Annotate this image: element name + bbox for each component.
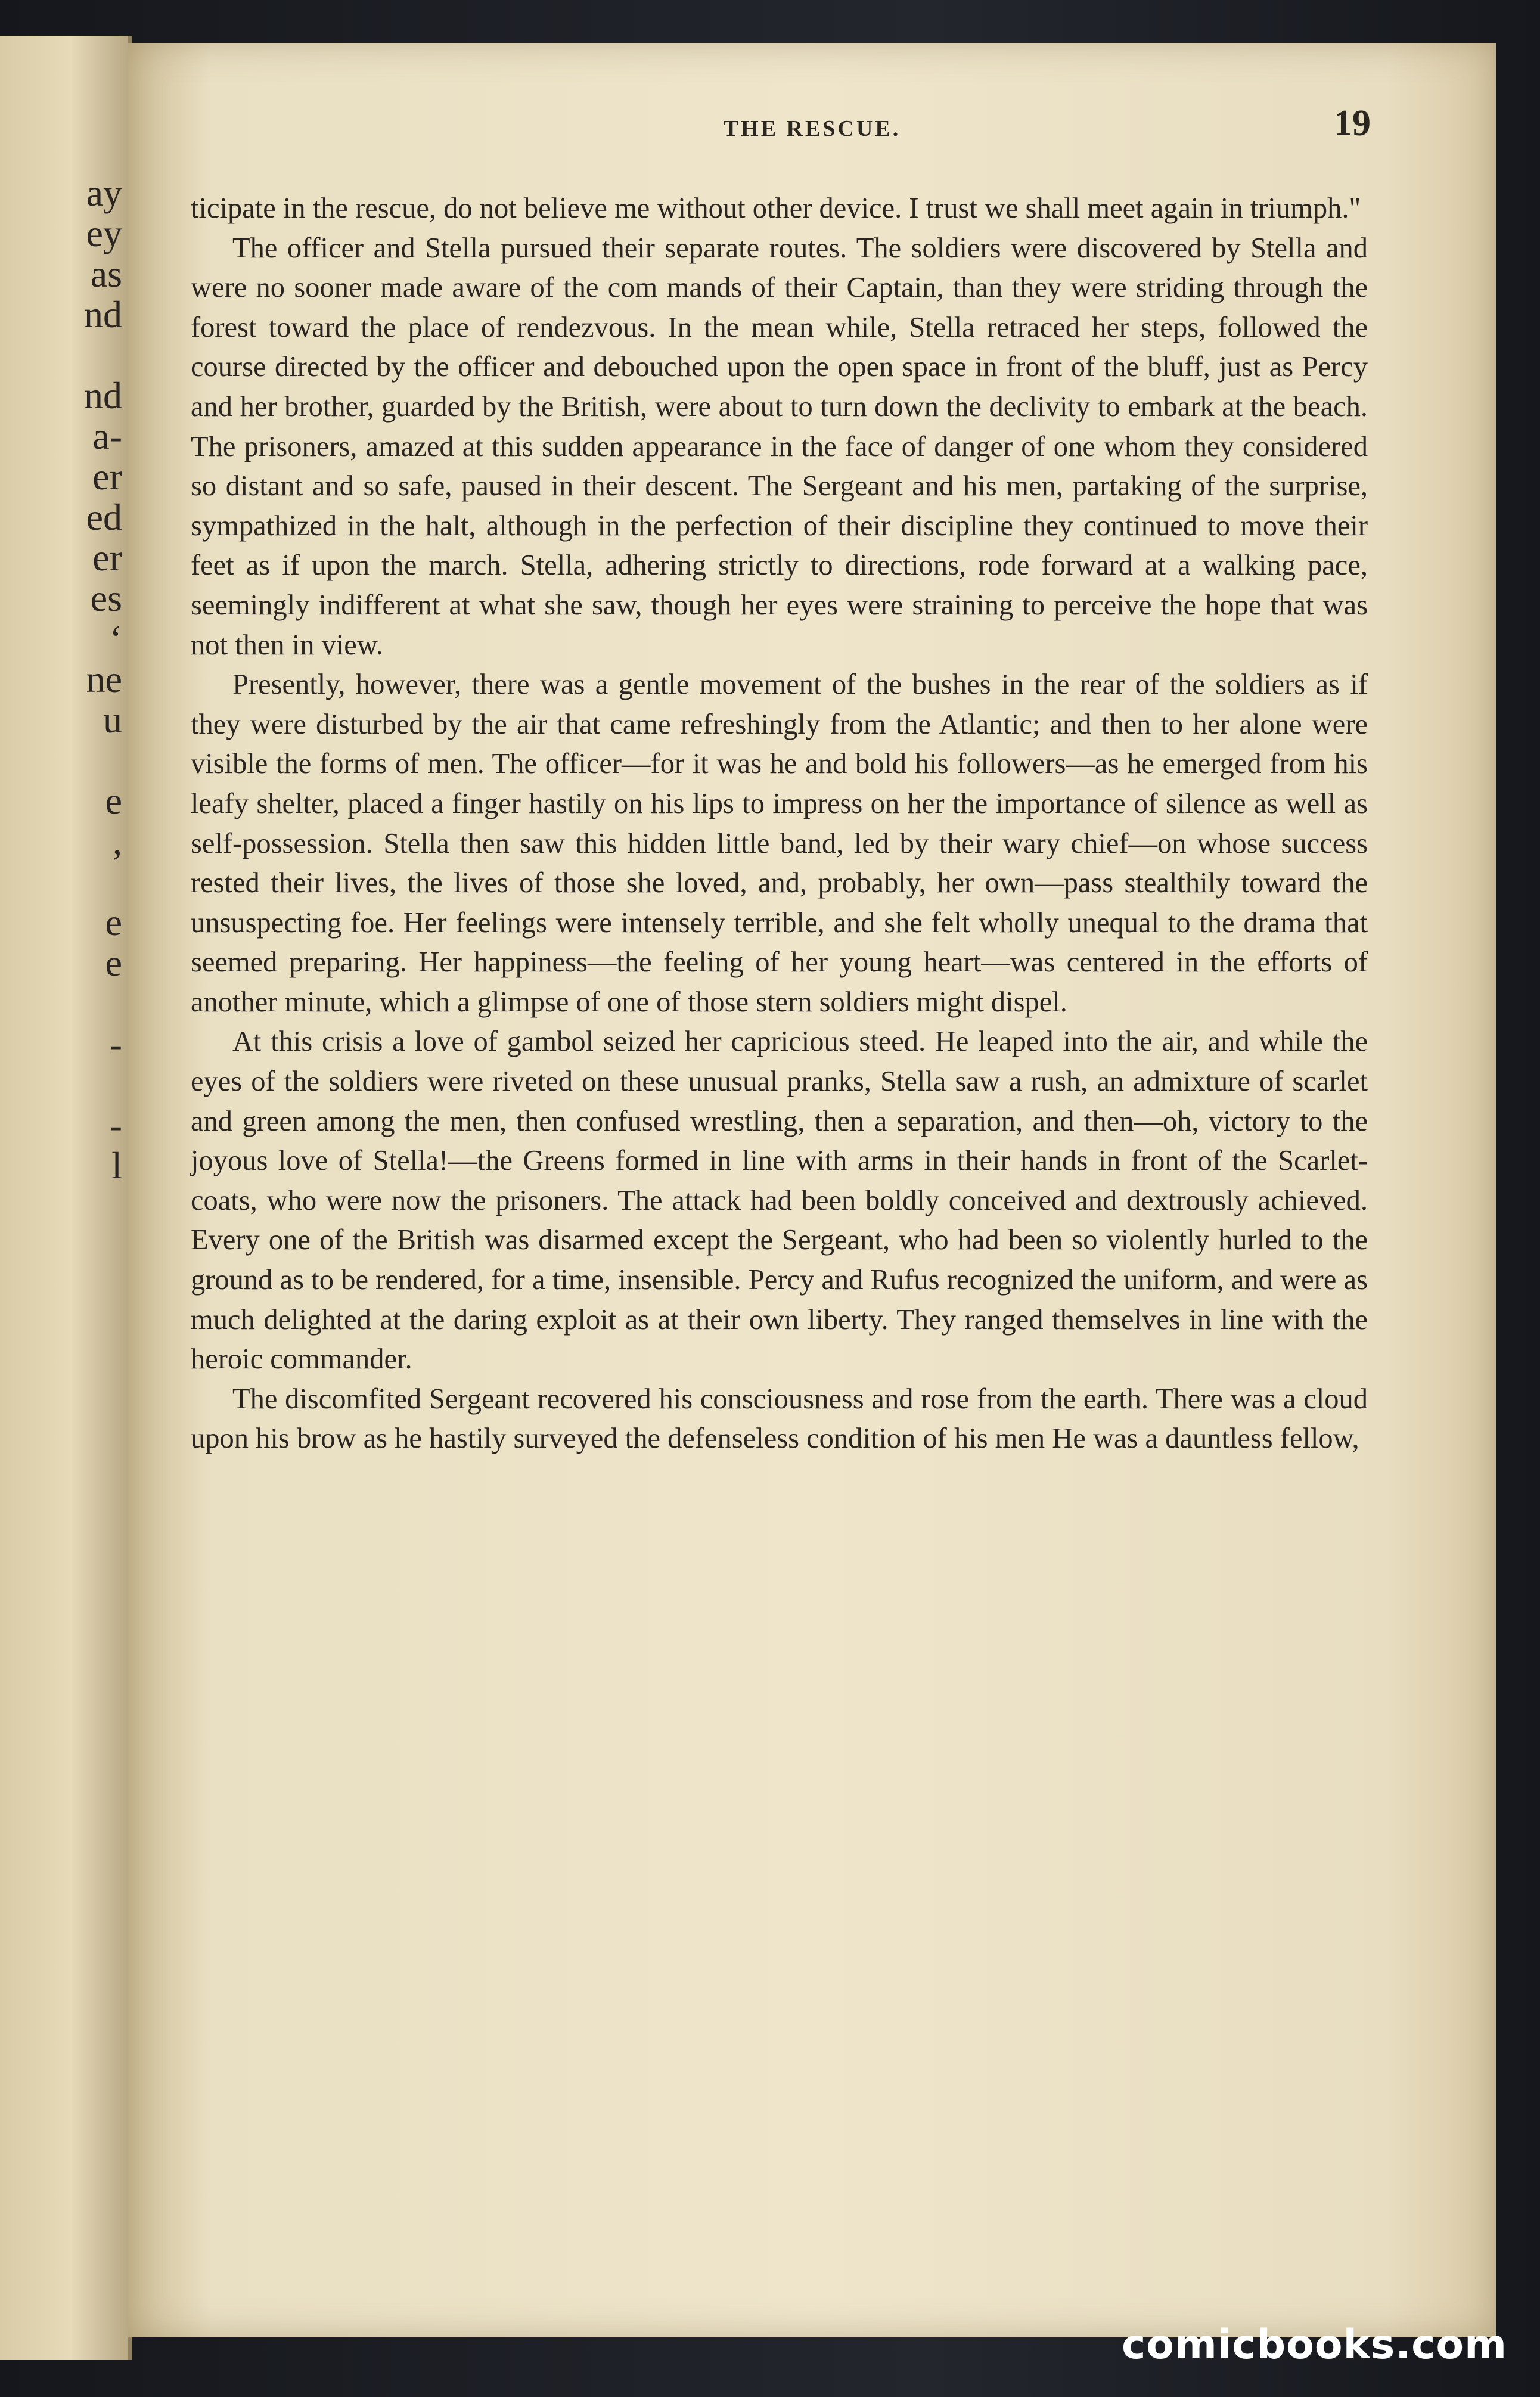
left-fragment: es xyxy=(90,577,122,619)
paragraph-3: Presently, however, there was a gentle movement of the bushes in the rear of the soldiers as if they were disturbed by the air that came refreshingly from the Atlantic; and then to her alone were visible the forms of men. The officer—for it was he and bold his followers—as he emerged from his leafy shelter, placed a finger hastily on his lips to impress on her the importance of silence as well as self-possession. Stella then saw this hidden little band, led by their wary chief—on whose success rested their lives, the lives of those she loved, and, probably, her own—pass stealthily toward the unsuspecting foe. Her feelings were intensely terrible, and she felt wholly unequal to the drama that seemed preparing. Her happiness—the feeling of her young heart—was centered in the efforts of another minute, which a glimpse of one of those stern soldiers might dispel. xyxy=(191,669,1368,1018)
paragraph-5: The discomfited Sergeant recovered his consciousness and rose from the earth. There was a cloud upon his brow as he hastily surveyed the defenseless condition of his men He was a dauntless fellow, xyxy=(191,1383,1368,1455)
left-fragment: u xyxy=(103,698,122,741)
left-fragment xyxy=(0,983,122,1024)
paragraph-2: The officer and Stella pursued their separate routes. The soldiers were discovered by Stella and were no sooner made aware of the com mands of their Captain, than they were striding through the forest toward the place of rendezvous. In the mean while, Stella retraced her steps, followed the course directed by the officer and debouched upon the open space in front of the bluff, just as Percy and her brother, guarded by the British, were about to turn down the declivity to embark at the beach. The prisoners, amazed at this sudden appearance in the face of danger of one whom they considered so distant and so safe, paused in their descent. The Sergeant and his men, partaking of the surprise, sympathized in the halt, although in the perfection of their discipline they continued to move their feet as if upon the march. Stella, adhering strictly to directions, rode forward at a walking pace, seemingly indifferent at what she saw, though her eyes were straining to perceive the hope that was not then in view. xyxy=(191,232,1368,661)
left-fragment: e xyxy=(105,780,122,822)
left-fragment xyxy=(0,335,122,375)
left-page-edge xyxy=(0,36,132,2360)
left-fragment: ed xyxy=(86,496,122,538)
left-fragment: , xyxy=(113,820,122,862)
left-fragment: e xyxy=(105,942,122,984)
left-fragment: er xyxy=(92,536,122,579)
running-head: THE RESCUE. xyxy=(723,116,901,141)
left-fragment xyxy=(0,862,122,902)
left-fragment: er xyxy=(92,455,122,498)
left-fragment: ne xyxy=(86,658,122,700)
page-number: 19 xyxy=(1334,103,1371,144)
body-text xyxy=(191,189,1368,1459)
paragraph-4: At this crisis a love of gambol seized her capricious steed. He leaped into the air, and while the eyes of the soldiers were riveted on these unusual pranks, Stella saw a rush, an admixture of scarlet and green among the men, then confused wrestling, then a separation, and then—oh, victory to the joyous love of Stella!—the Greens formed in line with arms in their hands in front of the Scarlet-coats, who were now the prisoners. The attack had been boldly conceived and dextrously achieved. Every one of the British was disarmed except the Sergeant, who had been so violently hurled to the ground as to be rendered, for a time, insensible. Percy and Rufus recognized the uniform, and were as much delighted at the daring exploit as at their own liberty. They ranged themselves in line with the heroic commander. xyxy=(191,1026,1368,1376)
left-fragment: nd xyxy=(84,374,122,417)
left-fragment: a- xyxy=(92,415,122,457)
left-fragment: - xyxy=(109,1023,122,1065)
left-fragment xyxy=(0,740,122,781)
left-fragment: ay xyxy=(86,172,122,214)
left-fragment xyxy=(0,1064,122,1105)
watermark: comicbooks.com xyxy=(1121,2321,1507,2368)
left-fragment: - xyxy=(109,1104,122,1146)
left-fragment: nd xyxy=(84,293,122,336)
left-fragment: as xyxy=(90,253,122,295)
paragraph-1: ticipate in the rescue, do not believe me without other device. I trust we shall meet again in triumph." xyxy=(191,192,1361,224)
left-fragment: e xyxy=(105,901,122,943)
left-page-fragments xyxy=(0,173,122,1186)
left-fragment: ‘ xyxy=(109,617,122,660)
book-page xyxy=(128,43,1496,2337)
left-fragment: ey xyxy=(86,212,122,254)
left-fragment: l xyxy=(111,1144,122,1187)
